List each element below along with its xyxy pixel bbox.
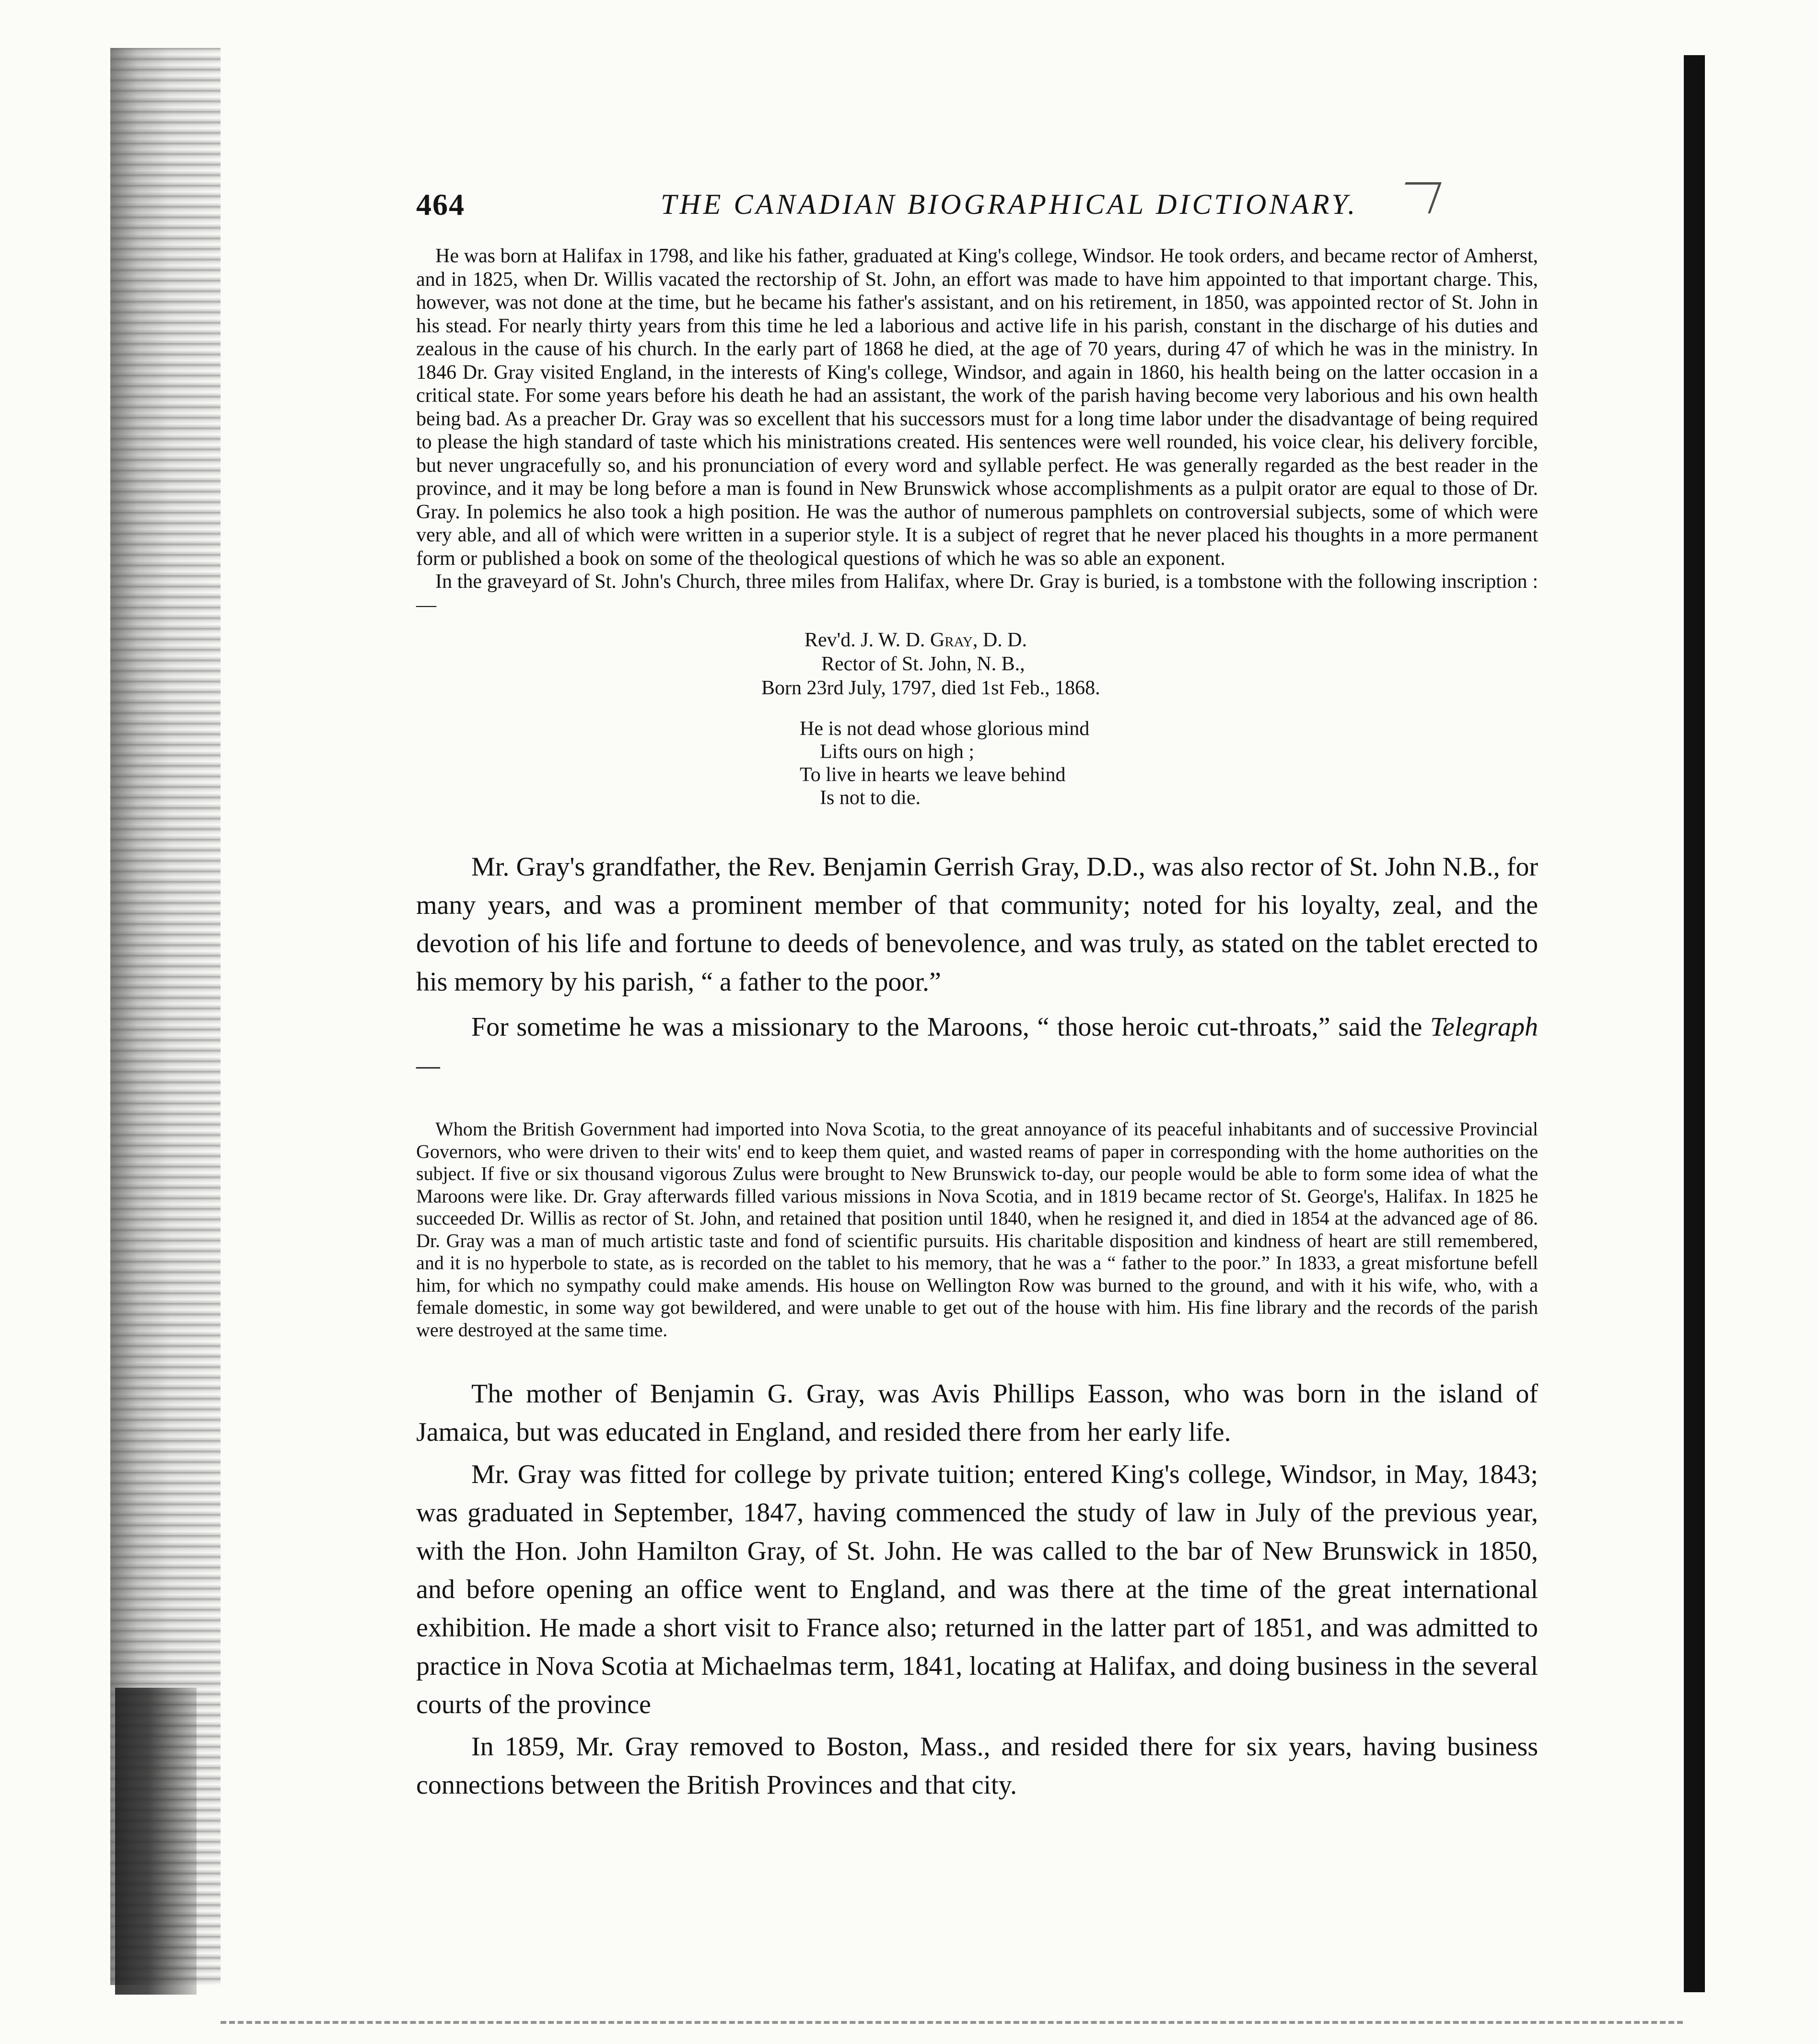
bio-paragraph: In the graveyard of St. John's Church, three miles from Halifax, where Dr. Gray is buried, is a tombstone with the following inscription :—: [416, 571, 1538, 616]
telegraph-quote: [416, 1118, 1538, 1341]
telegraph-section: [416, 1008, 1538, 1085]
inscription-line: Born 23rd July, 1797, died 1st Feb., 1868.: [761, 677, 1100, 699]
page-number: 464: [416, 187, 465, 222]
right-edge-bar: [1684, 55, 1705, 1992]
telegraph-lead: For sometime he was a missionary to the Maroons, “ those heroic cut-throats,” said the: [471, 1012, 1430, 1042]
verse-line: Lifts ours on high ;: [820, 741, 974, 763]
verse-line: He is not dead whose glorious mind: [800, 718, 1090, 740]
boston-paragraph: In 1859, Mr. Gray removed to Boston, Mass., and resided there for six years, having business connections between the British Provinces and that city.: [416, 1732, 1538, 1800]
running-title: THE CANADIAN BIOGRAPHICAL DICTIONARY.: [661, 188, 1358, 220]
verse-line: To live in hearts we leave behind: [800, 764, 1066, 786]
later-life-section: [416, 1375, 1538, 1804]
quote-paragraph: Whom the British Government had imported into Nova Scotia, to the great annoyance of its peaceful inhabitants and of successive Provincial Governors, who were driven to their wits' end to keep them quiet, and wasted reams of paper in corresponding with the home authorities on the subject. If five or six thousand vigorous Zulus were brought to New Brunswick to-day, our people would be able to form some idea of what the Maroons were like. Dr. Gray afterwards filled various missions in Nova Scotia, and in 1819 became rector of St. George's, Halifax. In 1825 he succeeded Dr. Willis as rector of St. John, and retained that position until 1840, when he resigned it, and died in 1854 at the advanced age of 86. Dr. Gray was a man of much artistic taste and fond of scientific pursuits. His charitable disposition and kindness of heart are still remembered, and it is no hyperbole to state, as is recorded on the tablet to his memory, that he was a “ father to the poor.” In 1833, a great misfortune befell him, for which no sympathy could make amends. His house on Wellington Row was burned to the ground, and with it his wife, who, with a female domestic, in some way got bewildered, and were unable to get out of the house with him. His fine library and the records of the parish were destroyed at the same time.: [416, 1118, 1538, 1341]
inscription-name: Gray: [930, 629, 973, 651]
scanned-binding-shadow: [115, 1688, 197, 1995]
verse-line: Is not to die.: [820, 787, 921, 809]
inscription-suffix: , D. D.: [972, 629, 1027, 651]
telegraph-paragraph: [416, 1008, 1538, 1085]
epitaph-verse: [416, 717, 1538, 809]
bio-paragraph: He was born at Halifax in 1798, and like his father, graduated at King's college, Windsor. He took orders, and became rector of Amherst, and in 1825, when Dr. Willis vacated the rectorship of St. John, an effort was made to have him appointed to that important charge. This, however, was not done at the time, but he became his father's assistant, and on his retirement, in 1850, was appointed rector of St. John in his stead. For nearly thirty years from this time he led a laborious and active life in his parish, constant in the discharge of his duties and zealous in the cause of his church. In the early part of 1868 he died, at the age of 70 years, during 47 of which he was in the ministry. In 1846 Dr. Gray visited England, in the interests of King's college, Windsor, and again in 1860, his health being on the latter occasion in a critical state. For some years before his death he had an assistant, the work of the parish having become very laborious and his own health being bad. As a preacher Dr. Gray was so excellent that his successors must for a long time labor under the disadvantage of being required to please the high standard of taste which his ministrations created. His sentences were well rounded, his voice clear, his delivery forcible, but never ungracefully so, and his pronunciation of every word and syllable perfect. He was generally regarded as the best reader in the province, and it may be long before a man is found in New Brunswick whose accomplishments as a pulpit orator are equal to those of Dr. Gray. In polemics he also took a high position. He was the author of numerous pamphlets on controversial subjects, some of which were very able, and all of which were written in a superior style. It is a subject of regret that he never placed his thoughts in a more permanent form or published a book on some of the theological questions of which he was so able an exponent.: [416, 245, 1538, 570]
inscription-prefix: Rev'd. J. W. D.: [805, 629, 930, 651]
page-header: [416, 182, 1543, 240]
mother-paragraph: The mother of Benjamin G. Gray, was Avis Phillips Easson, who was born in the island of Jamaica, but was educated in England, and resided there from her early life.: [416, 1379, 1538, 1447]
biography-section: [416, 245, 1538, 617]
inscription-line: [761, 628, 1538, 652]
telegraph-name: Telegraph—: [416, 1012, 1538, 1080]
tombstone-inscription: [416, 628, 1538, 700]
grandfather-paragraph: Mr. Gray's grandfather, the Rev. Benjamin Gerrish Gray, D.D., was also rector of St. John N.B., for many years, and was a prominent member of that community; noted for his loyalty, zeal, and the devotion of his life and fortune to deeds of benevolence, and was truly, as stated on the tablet erected to his memory by his parish, “ a father to the poor.”: [416, 852, 1538, 997]
bottom-scan-rule: [221, 2021, 1683, 2024]
inscription-line: Rector of St. John, N. B.,: [821, 653, 1025, 675]
grandfather-section: [416, 848, 1538, 1001]
page-body: [416, 245, 1538, 1808]
education-paragraph: Mr. Gray was fitted for college by private tuition; entered King's college, Windsor, in May, 1843; was graduated in September, 1847, having commenced the study of law in July of the previous year, with the Hon. John Hamilton Gray, of St. John. He was called to the bar of New Brunswick in 1850, and before opening an office went to England, and was there at the time of the great international exhibition. He made a short visit to France also; returned in the latter part of 1851, and was admitted to practice in Nova Scotia at Michaelmas term, 1841, locating at Halifax, and doing business in the several courts of the province: [416, 1460, 1538, 1719]
